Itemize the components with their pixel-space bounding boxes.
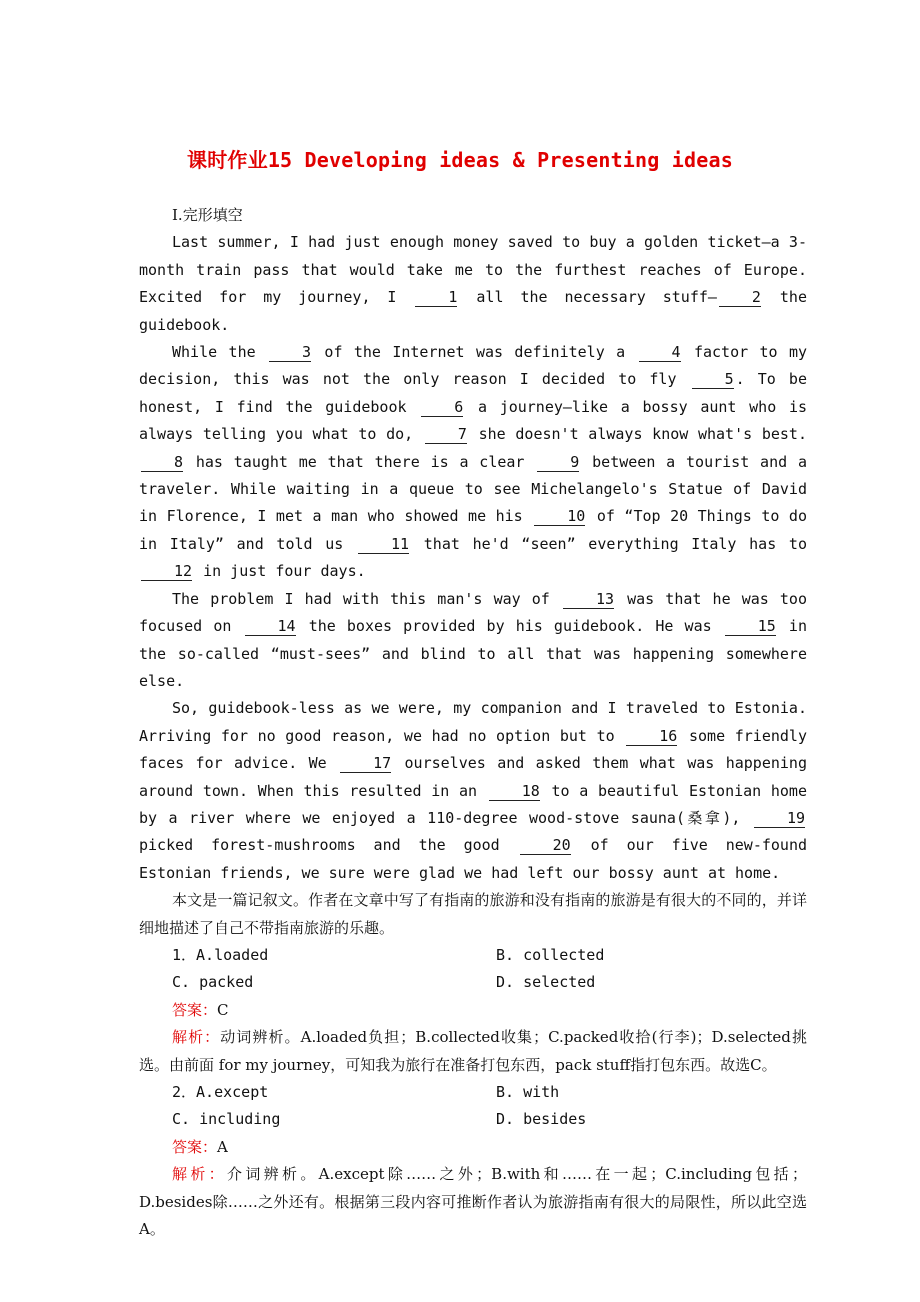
question-2-options-row-1 (139, 1079, 807, 1106)
blank-16: 16 (626, 727, 677, 746)
blank-5: 5 (692, 370, 734, 389)
passage-summary: 本文是一篇记叙文。作者在文章中写了有指南的旅游和没有指南的旅游是有很大的不同的，并详细地描述了自己不带指南旅游的乐趣。 (139, 891, 807, 937)
blank-1: 1 (415, 288, 457, 307)
option-2a: 2．A.except (172, 1083, 269, 1101)
question-2-answer: 答案：A (172, 1137, 228, 1156)
blank-6: 6 (421, 398, 463, 417)
blank-18: 18 (489, 782, 540, 801)
document-body (139, 202, 807, 1243)
blank-15: 15 (725, 617, 776, 636)
question-1-analysis: 解析：动词辨析。A.loaded负担；B.collected收集；C.packed收拾(行李)；D.selected挑选。由前面 for my journey，可知我为旅行在准备打包东西，pack stuff指打包东西。故选C。 (139, 1028, 807, 1074)
blank-3: 3 (269, 343, 311, 362)
option-1c: C. packed (172, 973, 254, 992)
blank-13: 13 (563, 590, 614, 609)
blank-19: 19 (754, 809, 805, 828)
passage-paragraph-3: The problem I had with this man's way of 13 was that he was too focused on 14 the boxes provided by his guidebook. He was 15 in the so-called “must-sees” and blind to all that was happening somewhere else. (139, 589, 807, 690)
passage-paragraph-2: While the 3 of the Internet was definitely a 4 factor to my decision, this was not the only reason I decided to fly 5 . To be honest, I find the guidebook 6 a journey—like a bossy aunt who is always telling you what to do, 7 she doesn't always know what's best. 8 has taught me that there is a clear 9 between a tourist and a traveler. While waiting in a queue to see Michelangelo's Statue of David in Florence, I met a man who showed me his 10 of “Top 20 Things to do in Italy” and told us 11 that he'd “seen” everything Italy has to 12 in just four days. (139, 343, 808, 581)
blank-2: 2 (719, 288, 761, 307)
question-2-analysis: 解析：介词辨析。A.except除……之外；B.with和……在一起；C.including包括；D.besides除……之外还有。根据第三段内容可推断作者认为旅游指南有很大的局限性，所以此空选A。 (139, 1165, 807, 1239)
option-1d: D. selected (496, 973, 596, 992)
blank-8: 8 (141, 453, 183, 472)
blank-17: 17 (340, 754, 391, 773)
blank-20: 20 (520, 836, 571, 855)
page-title: 课时作业15 Developing ideas & Presenting ideas (187, 148, 733, 172)
question-2-options-row-2 (139, 1106, 807, 1133)
blank-4: 4 (639, 343, 681, 362)
option-2b: B. with (496, 1083, 560, 1101)
option-1b: B. collected (496, 945, 605, 964)
blank-10: 10 (534, 507, 585, 526)
option-1a: 1．A.loaded (172, 945, 269, 964)
question-1-answer: 答案：C (172, 1000, 229, 1019)
option-2c: C. including (172, 1110, 281, 1129)
blank-11: 11 (358, 535, 409, 554)
passage-paragraph-4: So, guidebook-less as we were, my companion and I traveled to Estonia. Arriving for no good reason, we had no option but to 16 some friendly faces for advice. We 17 ourselves and asked them what was happening around town. When this resulted in an 18 to a beautiful Estonian home by a river where we enjoyed a 110-degree wood-stove sauna(桑拿), 19 picked forest-mushrooms and the good 20 of our five new-found Estonian friends, we sure were glad we had left our bossy aunt at home. (139, 699, 807, 882)
blank-14: 14 (245, 617, 296, 636)
question-1-options-row-2 (139, 969, 807, 996)
option-2d: D. besides (496, 1110, 587, 1129)
blank-9: 9 (537, 453, 579, 472)
blank-12: 12 (141, 562, 192, 581)
passage-paragraph-1: Last summer, I had just enough money saved to buy a golden ticket—a 3-month train pass that would take me to the furthest reaches of Europe. Excited for my journey, I 1 all the necessary stuff— 2 the guidebook. (139, 233, 807, 334)
section-title: Ⅰ.完形填空 (172, 206, 243, 224)
question-1-options-row-1 (139, 942, 807, 969)
blank-7: 7 (425, 425, 467, 444)
